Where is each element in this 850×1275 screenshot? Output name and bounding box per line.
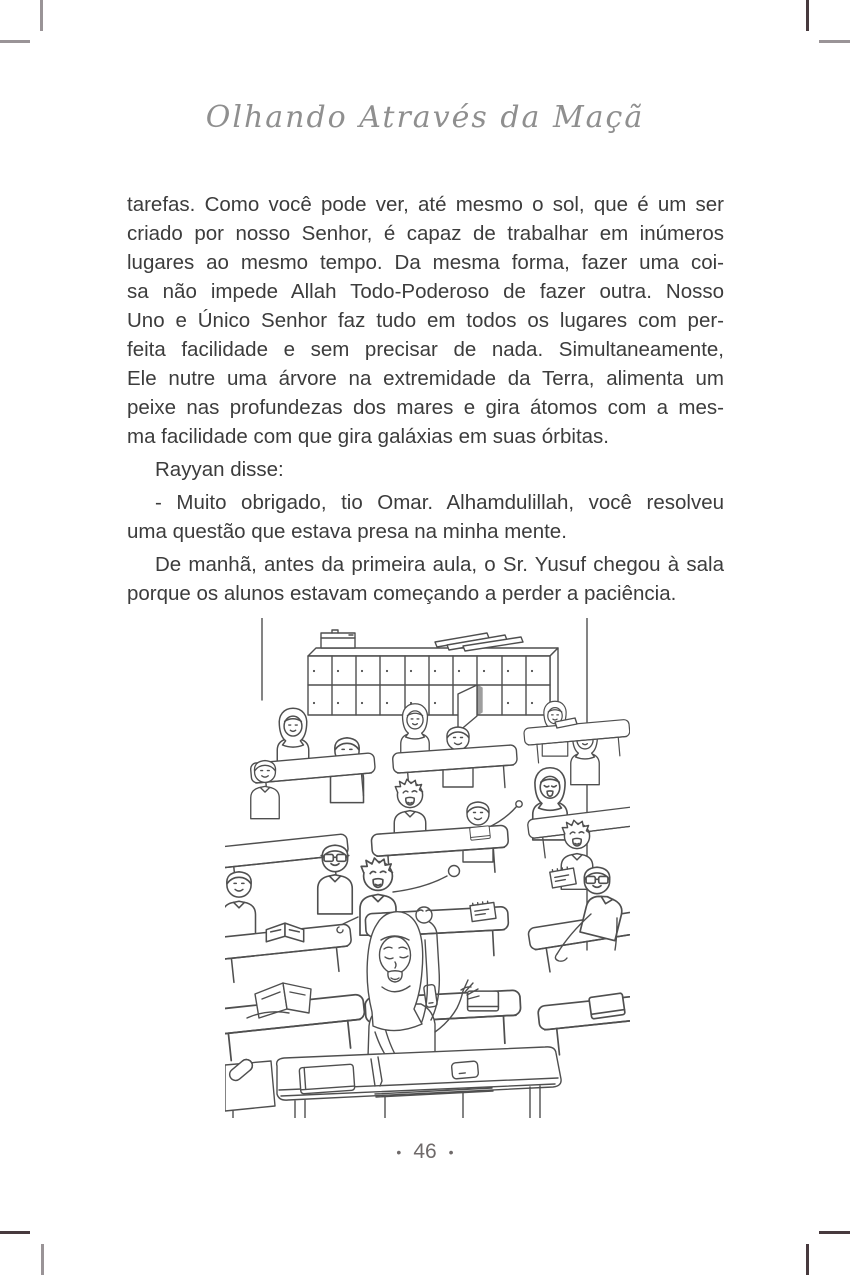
lockers — [308, 630, 558, 732]
classroom-illustration-svg — [225, 618, 630, 1118]
box-on-lockers — [321, 630, 355, 648]
crop-mark-bottom-left-horizontal — [0, 1231, 30, 1234]
text-line: - Muito obrigado, tio Omar. Alhamdulillah, você resolveu — [155, 491, 724, 514]
body-text — [127, 190, 724, 612]
eraser-on-desk — [451, 1061, 478, 1079]
running-head-title: Olhando Através da Maçã — [205, 100, 645, 135]
crop-mark-top-left-horizontal — [0, 40, 30, 43]
paragraph — [127, 488, 724, 546]
text-line: Rayyan disse: — [155, 458, 284, 481]
text-line: criado por nosso Senhor, é capaz de trabalhar em inúmeros — [127, 222, 724, 245]
page-number-row — [0, 1140, 850, 1164]
text-line: uma questão que estava presa na minha mente. — [127, 520, 567, 543]
text-line: tarefas. Como você pode ver, até mesmo o sol, que é um ser — [127, 193, 724, 216]
text-line: porque os alunos estavam começando a perder a paciência. — [127, 582, 677, 605]
text-line: Ele nutre uma árvore na extremidade da Terra, alimenta um — [127, 367, 724, 390]
page-number: 46 — [413, 1140, 437, 1163]
classroom-illustration — [225, 618, 630, 1118]
paragraph — [127, 190, 724, 451]
page-number-bullet-left: • — [396, 1143, 402, 1160]
book-on-desk — [299, 1064, 355, 1094]
open-locker-door — [458, 685, 477, 732]
open-locker-opening — [477, 685, 482, 715]
crop-mark-top-left-vertical — [40, 0, 43, 31]
crop-mark-bottom-left-vertical — [41, 1244, 44, 1275]
crop-mark-top-right-vertical — [806, 0, 809, 31]
text-line: Uno e Único Senhor faz tudo em todos os lugares com per- — [127, 309, 724, 332]
text-line: ma facilidade com que gira galáxias em suas órbitas. — [127, 425, 609, 448]
text-line: De manhã, antes da primeira aula, o Sr. Yusuf chegou à sala — [155, 553, 724, 576]
foreground-desk — [225, 1047, 561, 1118]
text-line: feita facilidade e sem precisar de nada. Simultaneamente, — [127, 338, 724, 361]
crop-mark-bottom-right-horizontal — [819, 1231, 850, 1234]
text-line: peixe nas profundezas dos mares e gira átomos com a mes- — [127, 396, 724, 419]
crop-mark-bottom-right-vertical — [806, 1244, 809, 1275]
paragraph — [127, 455, 724, 484]
paragraph — [127, 550, 724, 608]
crop-mark-top-right-horizontal — [819, 40, 850, 43]
text-line: lugares ao mesmo tempo. Da mesma forma, fazer uma coi- — [127, 251, 724, 274]
page-number-bullet-right: • — [448, 1143, 454, 1160]
text-line: sa não impede Allah Todo-Poderoso de fazer outra. Nosso — [127, 280, 724, 303]
